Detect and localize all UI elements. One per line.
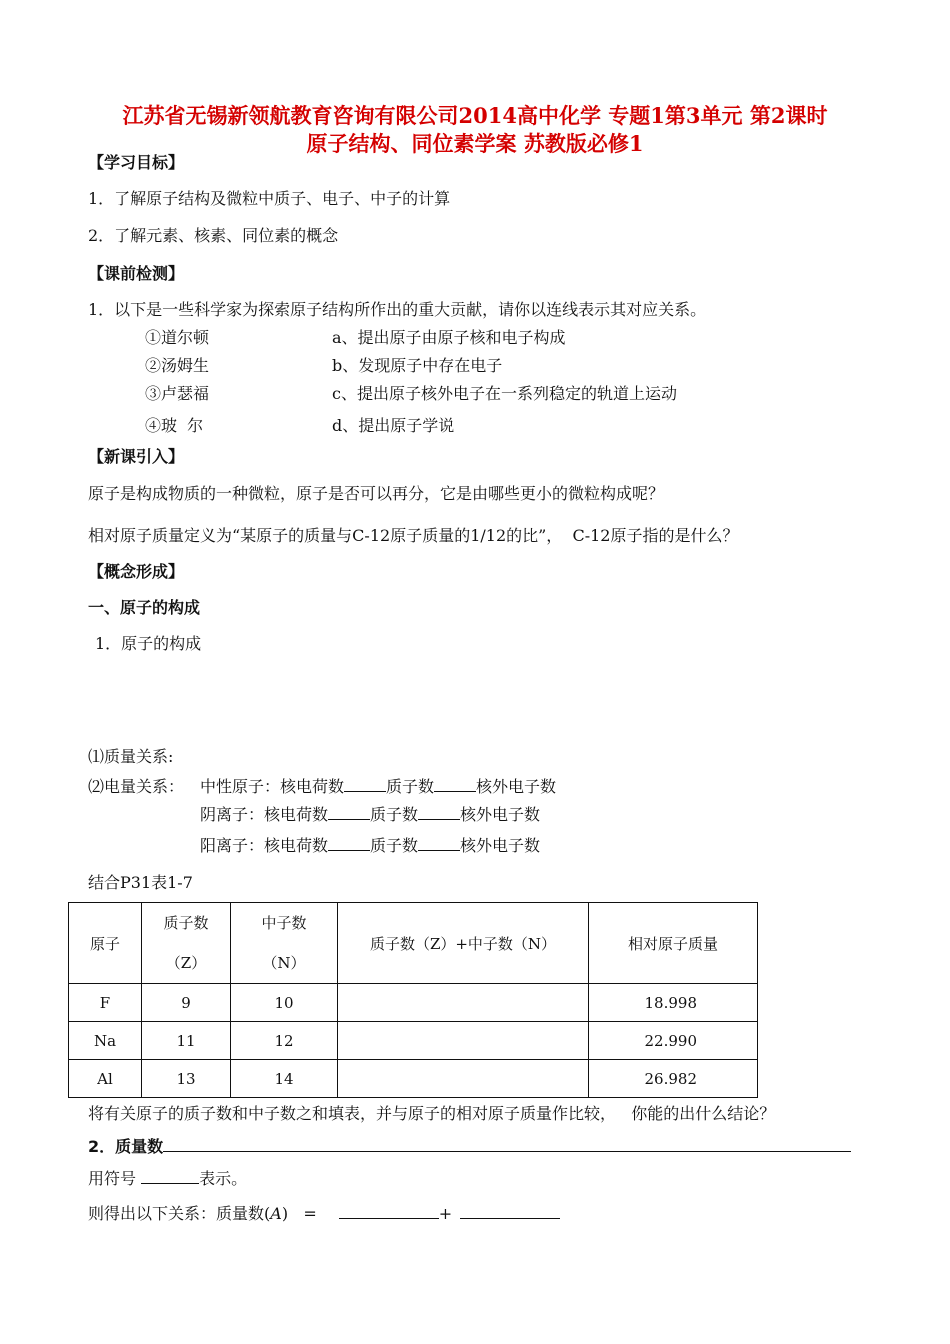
header-neutron <box>231 903 338 984</box>
cation-label: 阳离子：核电荷数 <box>200 836 329 855</box>
cell-proton: 13 <box>142 1060 231 1098</box>
header-sum: 质子数（Z）+中子数（N） <box>338 903 589 984</box>
cell-neutron: 12 <box>231 1022 338 1060</box>
blank-field[interactable] <box>328 836 370 851</box>
scientist-item: ①道尔顿 <box>145 328 210 347</box>
cation-row <box>200 833 540 856</box>
table-row <box>69 1022 758 1060</box>
intro-paragraph-2: 相对原子质量定义为“某原子的质量与C-12原子质量的1/12的比”， C-12原子指的是什么？ <box>88 526 739 545</box>
anion-row <box>200 802 540 825</box>
cell-neutron: 10 <box>231 984 338 1022</box>
symbol-prefix: 用符号 <box>88 1169 142 1188</box>
charge-relation-label: ⑵电量关系： <box>88 777 185 796</box>
relation-row <box>88 1201 560 1224</box>
neutral-atom-row <box>200 774 556 797</box>
symbol-suffix: 表示。 <box>199 1169 248 1188</box>
anion-label: 阴离子：核电荷数 <box>200 805 329 824</box>
title-line-2: 原子结构、同位素学案 苏教版必修1 <box>306 131 644 156</box>
cell-atom: Al <box>69 1060 142 1098</box>
contribution-item: a、提出原子由原子核和电子构成 <box>332 328 566 347</box>
intro-paragraph-1: 原子是构成物质的一种微粒，原子是否可以再分，它是由哪些更小的微粒构成呢？ <box>88 484 665 503</box>
mass-number-row <box>88 1134 851 1157</box>
cell-atom: F <box>69 984 142 1022</box>
cell-relative-mass: 26.982 <box>589 1060 758 1098</box>
header-proton-label: 质子数 <box>163 914 209 932</box>
concept-heading: 【概念形成】 <box>88 562 185 581</box>
cell-sum[interactable] <box>338 984 589 1022</box>
section-atom-structure: 一、原子的构成 <box>88 598 201 617</box>
blank-field[interactable] <box>328 805 370 820</box>
header-atom: 原子 <box>69 903 142 984</box>
scientist-item: ②汤姆生 <box>145 356 210 375</box>
cell-proton: 9 <box>142 984 231 1022</box>
atom-data-table <box>68 902 758 1098</box>
header-neutron-symbol: （N） <box>262 954 306 972</box>
table-question: 将有关原子的质子数和中子数之和填表，并与原子的相对原子质量作比较， 你能的出什么结论？ <box>88 1104 776 1123</box>
blank-field[interactable] <box>418 805 460 820</box>
precheck-heading: 【课前检测】 <box>88 264 185 283</box>
header-proton-symbol: （Z） <box>165 954 207 972</box>
relation-variable: A <box>270 1204 282 1223</box>
blank-field[interactable] <box>434 777 476 792</box>
table-row <box>69 1060 758 1098</box>
relation-plus: + <box>438 1204 453 1223</box>
cell-neutron: 14 <box>231 1060 338 1098</box>
mass-number-blank[interactable] <box>163 1137 851 1152</box>
intro-heading: 【新课引入】 <box>88 447 185 466</box>
scientist-item: ③卢瑟福 <box>145 384 210 403</box>
neutral-electron: 核外电子数 <box>476 777 557 796</box>
cell-atom: Na <box>69 1022 142 1060</box>
table-reference: 结合P31表1-7 <box>88 873 193 892</box>
cation-electron: 核外电子数 <box>460 836 541 855</box>
mass-relation: ⑴质量关系: <box>88 747 174 766</box>
relation-blank-1[interactable] <box>339 1204 439 1219</box>
relation-prefix: 则得出以下关系：质量数( <box>88 1204 271 1223</box>
cell-sum[interactable] <box>338 1060 589 1098</box>
relation-blank-2[interactable] <box>460 1204 560 1219</box>
anion-proton: 质子数 <box>370 805 419 824</box>
anion-electron: 核外电子数 <box>460 805 541 824</box>
contribution-item: d、提出原子学说 <box>332 416 455 435</box>
header-relative-mass: 相对原子质量 <box>589 903 758 984</box>
title-line-1: 江苏省无锡新领航教育咨询有限公司2014高中化学 专题1第3单元 第2课时 <box>122 103 828 128</box>
precheck-question: 1．以下是一些科学家为探索原子结构所作出的重大贡献，请你以连线表示其对应关系。 <box>88 300 707 319</box>
cell-sum[interactable] <box>338 1022 589 1060</box>
contribution-item: c、提出原子核外电子在一系列稳定的轨道上运动 <box>332 384 677 403</box>
symbol-row <box>88 1166 247 1189</box>
symbol-blank[interactable] <box>141 1169 199 1184</box>
cell-relative-mass: 18.998 <box>589 984 758 1022</box>
objectives-heading: 【学习目标】 <box>88 153 185 172</box>
objective-item: 2．了解元素、核素、同位素的概念 <box>88 226 339 245</box>
blank-field[interactable] <box>344 777 386 792</box>
table-row <box>69 984 758 1022</box>
blank-field[interactable] <box>418 836 460 851</box>
neutral-label: 中性原子：核电荷数 <box>200 777 345 796</box>
relation-equals: ) = <box>281 1204 317 1223</box>
neutral-proton: 质子数 <box>386 777 435 796</box>
scientist-item: ④玻 尔 <box>145 416 204 435</box>
objective-item: 1．了解原子结构及微粒中质子、电子、中子的计算 <box>88 189 451 208</box>
header-neutron-label: 中子数 <box>261 914 307 932</box>
cell-relative-mass: 22.990 <box>589 1022 758 1060</box>
header-proton <box>142 903 231 984</box>
cation-proton: 质子数 <box>370 836 419 855</box>
item-atom-structure: 1．原子的构成 <box>95 634 202 653</box>
table-header-row <box>69 903 758 984</box>
contribution-item: b、发现原子中存在电子 <box>332 356 503 375</box>
mass-number-label: 2．质量数 <box>88 1137 164 1156</box>
cell-proton: 11 <box>142 1022 231 1060</box>
